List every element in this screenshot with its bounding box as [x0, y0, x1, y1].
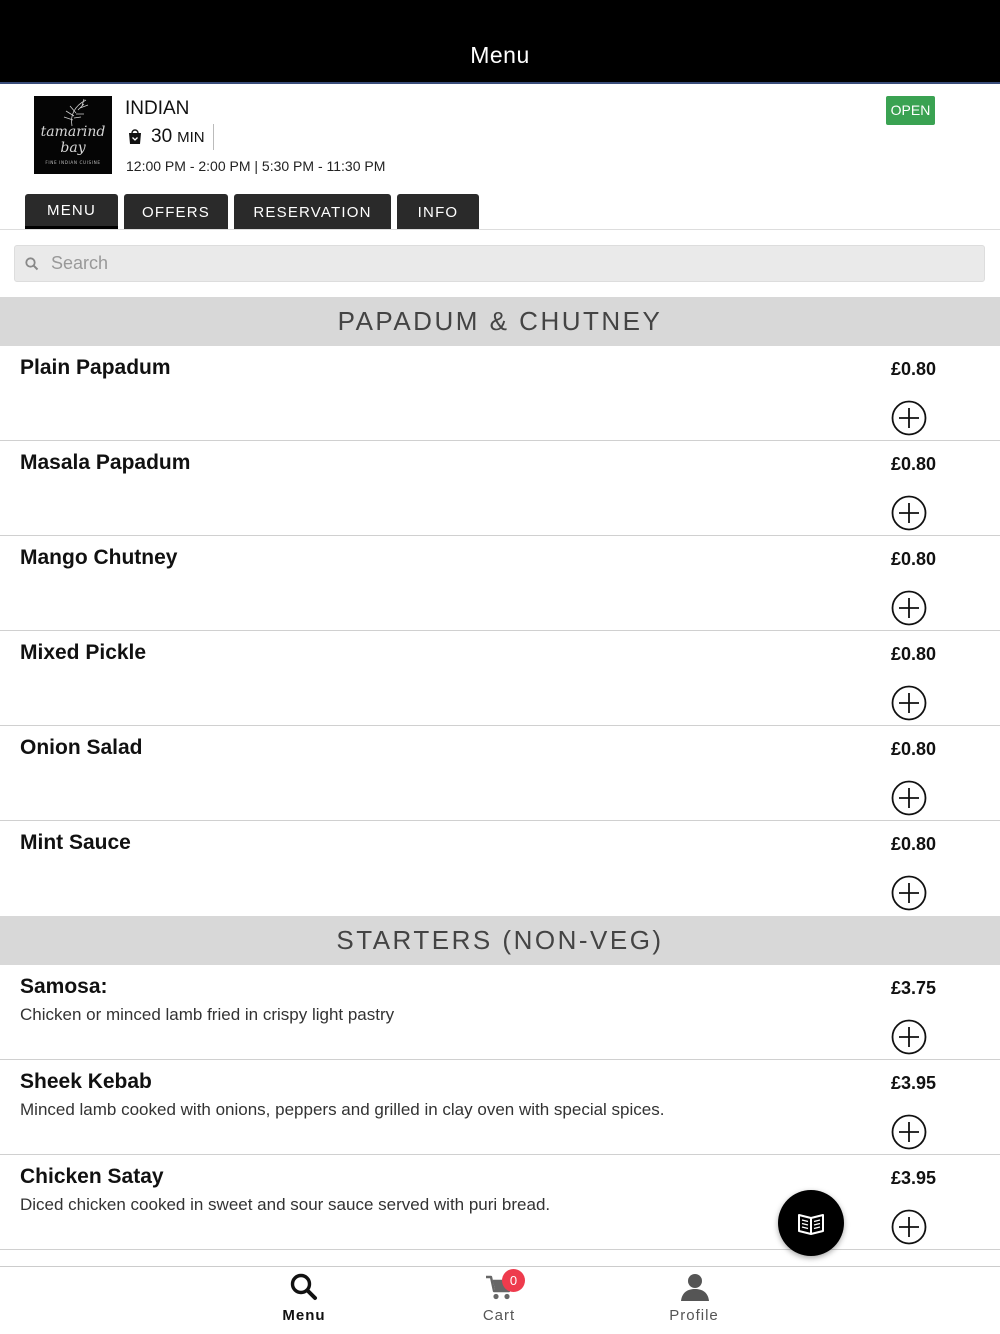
delivery-time	[127, 124, 214, 150]
menu-list	[0, 297, 1000, 1266]
person-icon	[679, 1271, 711, 1303]
tab-info[interactable]: INFO	[397, 194, 479, 230]
menu-item[interactable]	[0, 536, 1000, 631]
search-bar	[14, 245, 985, 282]
tab-offers[interactable]: OFFERS	[124, 194, 228, 230]
cuisine-label: INDIAN	[125, 98, 190, 119]
add-circle-icon[interactable]	[891, 875, 927, 911]
restaurant-header	[0, 84, 1000, 230]
item-name: Chicken Satay	[20, 1165, 164, 1188]
item-price: £0.80	[890, 644, 936, 664]
bottom-navigation	[0, 1266, 1000, 1334]
svg-text:FINE INDIAN CUISINE: FINE INDIAN CUISINE	[45, 160, 101, 165]
page-title: Menu	[470, 42, 530, 68]
menu-item[interactable]	[0, 821, 1000, 916]
menu-item[interactable]	[0, 1155, 1000, 1250]
svg-text:bay: bay	[60, 140, 86, 156]
tab-bar	[25, 194, 485, 230]
item-description: Minced lamb cooked with onions, peppers and grilled in clay oven with special spices.	[20, 1100, 665, 1119]
nav-menu-label: Menu	[282, 1307, 326, 1324]
item-name: Plain Papadum	[20, 356, 171, 379]
menu-book-icon	[797, 1211, 825, 1235]
item-description: Chicken or minced lamb fried in crispy light pastry	[20, 1005, 395, 1024]
nav-profile-label: Profile	[669, 1307, 719, 1324]
menu-item[interactable]	[0, 631, 1000, 726]
item-name: Masala Papadum	[20, 451, 191, 474]
add-circle-icon[interactable]	[891, 495, 927, 531]
tab-reservation[interactable]: RESERVATION	[234, 194, 391, 230]
item-name: Mixed Pickle	[20, 641, 147, 664]
item-price: £0.80	[890, 454, 936, 474]
menu-item[interactable]	[0, 441, 1000, 536]
status-badge: OPEN	[886, 96, 935, 125]
item-name: Mango Chutney	[20, 546, 178, 569]
restaurant-logo	[34, 96, 112, 174]
opening-hours: 12:00 PM - 2:00 PM | 5:30 PM - 11:30 PM	[126, 158, 386, 174]
item-price: £0.80	[890, 549, 936, 569]
nav-menu[interactable]	[244, 1267, 364, 1334]
item-name: Onion Salad	[20, 736, 143, 759]
nav-profile[interactable]	[634, 1267, 754, 1334]
menu-item[interactable]	[0, 965, 1000, 1060]
section-header: PAPADUM & CHUTNEY	[0, 297, 1000, 346]
section-header: STARTERS (NON-VEG)	[0, 916, 1000, 965]
item-price: £0.80	[890, 834, 936, 854]
item-name: Sheek Kebab	[20, 1070, 152, 1093]
search-icon	[289, 1271, 319, 1303]
search-input[interactable]	[51, 246, 971, 281]
item-price: £3.95	[890, 1073, 936, 1093]
delivery-time-unit: MIN	[177, 128, 205, 146]
cart-count-badge: 0	[502, 1269, 525, 1292]
tab-menu[interactable]: MENU	[25, 194, 118, 230]
add-circle-icon[interactable]	[891, 1209, 927, 1245]
menu-item[interactable]	[0, 1060, 1000, 1155]
item-price: £3.95	[890, 1168, 936, 1188]
shopping-bag-icon	[127, 129, 143, 145]
divider	[213, 124, 214, 150]
nav-cart-label: Cart	[482, 1307, 516, 1324]
add-circle-icon[interactable]	[891, 1114, 927, 1150]
item-price: £3.75	[890, 978, 936, 998]
item-name: Mint Sauce	[20, 831, 131, 854]
add-circle-icon[interactable]	[891, 400, 927, 436]
nav-cart[interactable]	[439, 1267, 559, 1334]
item-name: Samosa:	[20, 975, 108, 998]
menu-item[interactable]	[0, 346, 1000, 441]
svg-text:tamarind: tamarind	[40, 124, 106, 140]
add-circle-icon[interactable]	[891, 590, 927, 626]
top-bar	[0, 0, 1000, 84]
menu-book-button[interactable]	[778, 1190, 844, 1256]
item-price: £0.80	[890, 739, 936, 759]
item-price: £0.80	[890, 359, 936, 379]
delivery-time-value: 30	[151, 126, 173, 147]
menu-item[interactable]	[0, 726, 1000, 821]
add-circle-icon[interactable]	[891, 780, 927, 816]
item-description: Diced chicken cooked in sweet and sour sauce served with puri bread.	[20, 1195, 551, 1214]
search-icon	[24, 256, 40, 272]
divider	[0, 229, 1000, 230]
add-circle-icon[interactable]	[891, 1019, 927, 1055]
add-circle-icon[interactable]	[891, 685, 927, 721]
